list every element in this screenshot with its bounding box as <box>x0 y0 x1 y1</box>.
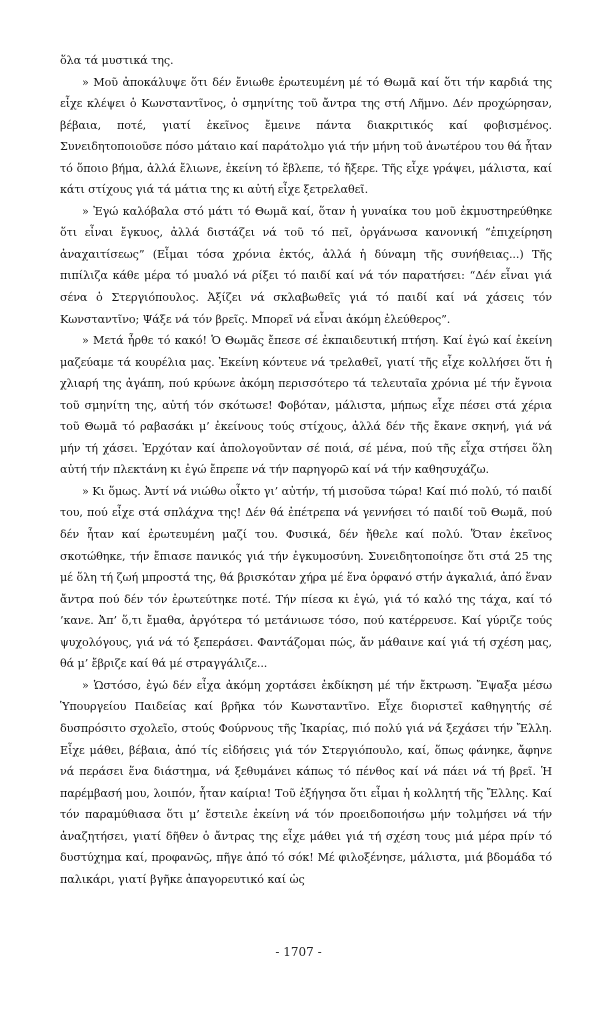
body-text <box>60 50 552 890</box>
paragraph: » Κι ὅμως. Ἀντί νά νιώθω οἶκτο γι’ αὐτήν, τή μισοῦσα τώρα! Καί πιό πολύ, τό παιδί του, πού εἶχε στά σπλάχνα της! Δέν θά ἐπέτρεπα νά γεννήσει τό παιδί τοῦ Θωμᾶ, πού δέν ἦταν καί ἐρωτευμένη μαζί του. Φυσικά, δέν ἤθελε καί πολύ. Ὅταν ἐκεῖνος σκοτώθηκε, τήν ἔπιασε πανικός γιά τήν ἐγκυμοσύνη. Συνειδητοποίησε ὅτι στά 25 της μέ ὅλη τή ζωή μπροστά της, θά βρισκόταν χήρα μέ ἕνα ὀρφανό στήν ἀγκαλιά, ἀπό ἕναν ἄντρα πού δέν τόν ἐρωτεύτηκε ποτέ. Τήν πίεσα κι ἐγώ, γιά τό καλό της τάχα, καί τό ’κανε. Ἀπ’ ὅ,τι ἔμαθα, ἀργότερα τό μετάνιωσε τόσο, πού κατέρρευσε. Καί γύριζε τούς ψυχολόγους, γιά νά τό ξεπεράσει. Φαντάζομαι πώς, ἄν μάθαινε καί γιά τή σχέση μας, θά μ’ ἔβριζε καί θά μέ στραγγάλιζε... <box>60 484 552 671</box>
paragraph: » Μοῦ ἀποκάλυψε ὅτι δέν ἔνιωθε ἐρωτευμένη μέ τό Θωμᾶ καί ὅτι τήν καρδιά της εἶχε κλέψει ὁ Κωνσταντῖνος, ὁ σμηνίτης τοῦ ἄντρα της στή Λῆμνο. Δέν προχώρησαν, βέβαια, ποτέ, γιατί ἐκεῖνος ἔμεινε πάντα διακριτικός καί φοβισμένος. Συνειδητοποιοῦσε πόσο μάταιο καί παράτολμο γιά τήν μήνη τοῦ ἀνωτέρου του θά ἦταν τό ὅποιο βήμα, ἀλλά ἔλιωνε, ἐκείνη τό ἔβλεπε, τό ἤξερε. Τῆς εἶχε γράψει, μάλιστα, καί κάτι στίχους γιά τά μάτια της κι αὐτή εἶχε ξετρελαθεῖ. <box>60 75 552 197</box>
paragraph: » Μετά ἦρθε τό κακό! Ὁ Θωμᾶς ἔπεσε σέ ἐκπαιδευτική πτήση. Καί ἐγώ καί ἐκείνη μαζεύαμε τά κουρέλια μας. Ἐκείνη κόντευε νά τρελαθεῖ, γιατί τῆς εἶχε κολλήσει ὅτι ἡ χλιαρή της ἀγάπη, πού κρύωνε ἀκόμη περισσότερο τά τελευταῖα χρόνια μέ τήν ἔγνοια τοῦ σμηνίτη της, αὐτή τόν σκότωσε! Φοβόταν, μάλιστα, μήπως εἶχε πέσει στά χέρια τοῦ Θωμᾶ τό ραβασάκι μ’ ἐκείνους τούς στίχους, ἀλλά δέν τῆς ἔκανε σκηνή, γιά νά μήν τή χάσει. Ἐρχόταν καί ἀπολογοῦνταν σέ ποιά, σέ μένα, πού τῆς εἶχα στήσει ὅλη αὐτή τήν πλεκτάνη κι ἐγώ ἔπρεπε νά τήν παρηγορῶ καί νά τήν καθησυχάζω. <box>60 334 552 477</box>
paragraph-continuation: ὅλα τά μυστικά της. <box>60 54 174 67</box>
paragraph: » Ἐγώ καλόβαλα στό μάτι τό Θωμᾶ καί, ὅταν ἡ γυναίκα του μοῦ ἐκμυστηρεύθηκε ὅτι εἶναι ἔγκυος, ἀλλά διστάζει νά τοῦ τό πεῖ, ὀργάνωσα κανονική “ἐπιχείρηση ἀναχαιτίσεως” (Εἶμαι τόσα χρόνια ἐκτός, ἀλλά ἡ δύναμη τῆς συνήθειας...) Τῆς πιπίλιζα κάθε μέρα τό μυαλό νά ρίξει τό παιδί καί νά τόν παρατήσει: “Δέν εἶναι γιά σένα ὁ Στεργιόπουλος. Ἀξίζει νά σκλαβωθεῖς γιά τό παιδί καί νά χάσεις τόν Κωνσταντῖνο; Ψάξε νά τόν βρεῖς. Μπορεῖ νά εἶναι ἀκόμη ἐλεύθερος”. <box>60 204 552 326</box>
paragraph: » Ὡστόσο, ἐγώ δέν εἶχα ἀκόμη χορτάσει ἐκδίκηση μέ τήν ἔκτρωση. Ἔψαξα μέσω Ὑπουργείου Παιδείας καί βρῆκα τόν Κωνσταντῖνο. Εἶχε διοριστεῖ καθηγητής σέ δυσπρόσιτο σχολεῖο, στούς Φούρνους τῆς Ἰκαρίας, πιό πολύ γιά νά ξεχάσει τήν Ἔλλη. Εἶχε μάθει, βέβαια, ἀπό τίς εἰδήσεις γιά τόν Στεργιόπουλο, καί, ὅπως φάνηκε, ἄφηνε νά περάσει ἕνα διάστημα, νά ξεθυμάνει κάπως τό πένθος καί νά πάει νά τή βρεῖ. Ἡ παρέμβασή μου, λοιπόν, ἦταν καίρια! Τοῦ ἐξήγησα ὅτι εἶμαι ἡ κολλητή τῆς Ἔλλης. Καί τόν παραμύθιασα ὅτι μ’ ἔστειλε ἐκείνη νά τόν προειδοποιήσω μήν τολμήσει νά τήν ἀναζητήσει, γιατί δῆθεν ὁ ἄντρας της εἶχε μάθει γιά τή σχέση τους μιά μέρα πρίν τό δυστύχημα καί, προφανῶς, πῆγε ἀπό τό σόκ! Μέ φιλοξένησε, μάλιστα, μιά βδομάδα τό παλικάρι, γιατί βγῆκε ἀπαγορευτικό καί ὡς <box>60 678 552 886</box>
page-number: - 1707 - <box>275 945 322 959</box>
